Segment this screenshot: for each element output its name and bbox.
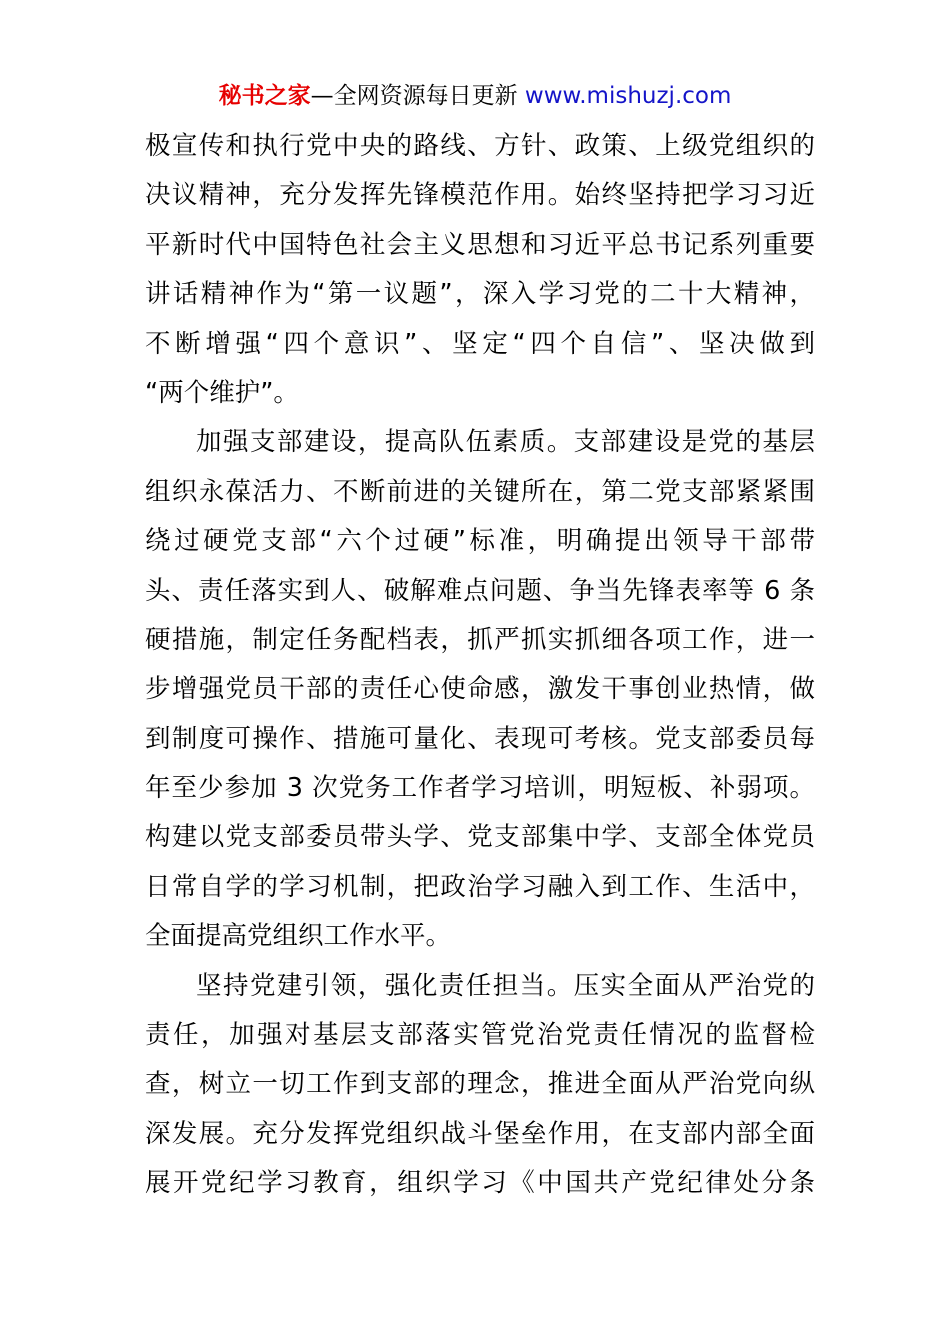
paragraph bbox=[145, 122, 815, 418]
text-line: 极宣传和执行党中央的路线、方针、政策、上级党组织的 bbox=[145, 131, 815, 161]
text-line: 到制度可操作、措施可量化、表现可考核。党支部委员每 bbox=[145, 723, 815, 754]
site-url: www.mishuzj.com bbox=[524, 83, 732, 109]
text-line: 深发展。充分发挥党组织战斗堡垒作用，在支部内部全面 bbox=[145, 1118, 815, 1149]
text-line: 日常自学的学习机制，把政治学习融入到工作、生活中， bbox=[145, 871, 815, 902]
text-line: 年至少参加 3 次党务工作者学习培训，明短板、补弱项。 bbox=[145, 773, 815, 804]
text-line: 头、责任落实到人、破解难点问题、争当先锋表率等 6 条 bbox=[145, 575, 815, 606]
text-line: “两个维护”。 bbox=[145, 377, 299, 408]
text-line: 决议精神，充分发挥先锋模范作用。始终坚持把学习习近 bbox=[145, 180, 815, 211]
text-line: 讲话精神作为“第一议题”，深入学习党的二十大精神， bbox=[145, 279, 815, 310]
site-tagline: —全网资源每日更新 bbox=[310, 83, 525, 109]
text-line: 绕过硬党支部“六个过硬”标准，明确提出领导干部带 bbox=[145, 526, 815, 557]
text-line: 责任，加强对基层支部落实管党治党责任情况的监督检 bbox=[145, 1020, 815, 1051]
document-body bbox=[145, 122, 815, 1209]
text-line: 平新时代中国特色社会主义思想和习近平总书记系列重要 bbox=[145, 229, 815, 260]
paragraph bbox=[145, 418, 815, 961]
text-line: 组织永葆活力、不断前进的关键所在，第二党支部紧紧围 bbox=[145, 476, 815, 507]
text-line: 全面提高党组织工作水平。 bbox=[145, 921, 452, 952]
text-line: 展开党纪学习教育，组织学习《中国共产党纪律处分条 bbox=[145, 1168, 815, 1199]
text-line: 步增强党员干部的责任心使命感，激发干事创业热情，做 bbox=[145, 674, 815, 705]
page-header bbox=[0, 80, 950, 112]
text-line: 不断增强“四个意识”、坚定“四个自信”、坚决做到 bbox=[145, 328, 815, 359]
text-line: 硬措施，制定任务配档表，抓严抓实抓细各项工作，进一 bbox=[145, 624, 815, 655]
text-line: 构建以党支部委员带头学、党支部集中学、支部全体党员 bbox=[145, 822, 815, 853]
text-line: 查，树立一切工作到支部的理念，推进全面从严治党向纵 bbox=[145, 1069, 815, 1100]
paragraph bbox=[145, 962, 815, 1209]
text-line: 坚持党建引领，强化责任担当。压实全面从严治党的 bbox=[196, 970, 815, 1001]
text-line: 加强支部建设，提高队伍素质。支部建设是党的基层 bbox=[196, 427, 815, 458]
site-brand: 秘书之家 bbox=[218, 83, 311, 109]
